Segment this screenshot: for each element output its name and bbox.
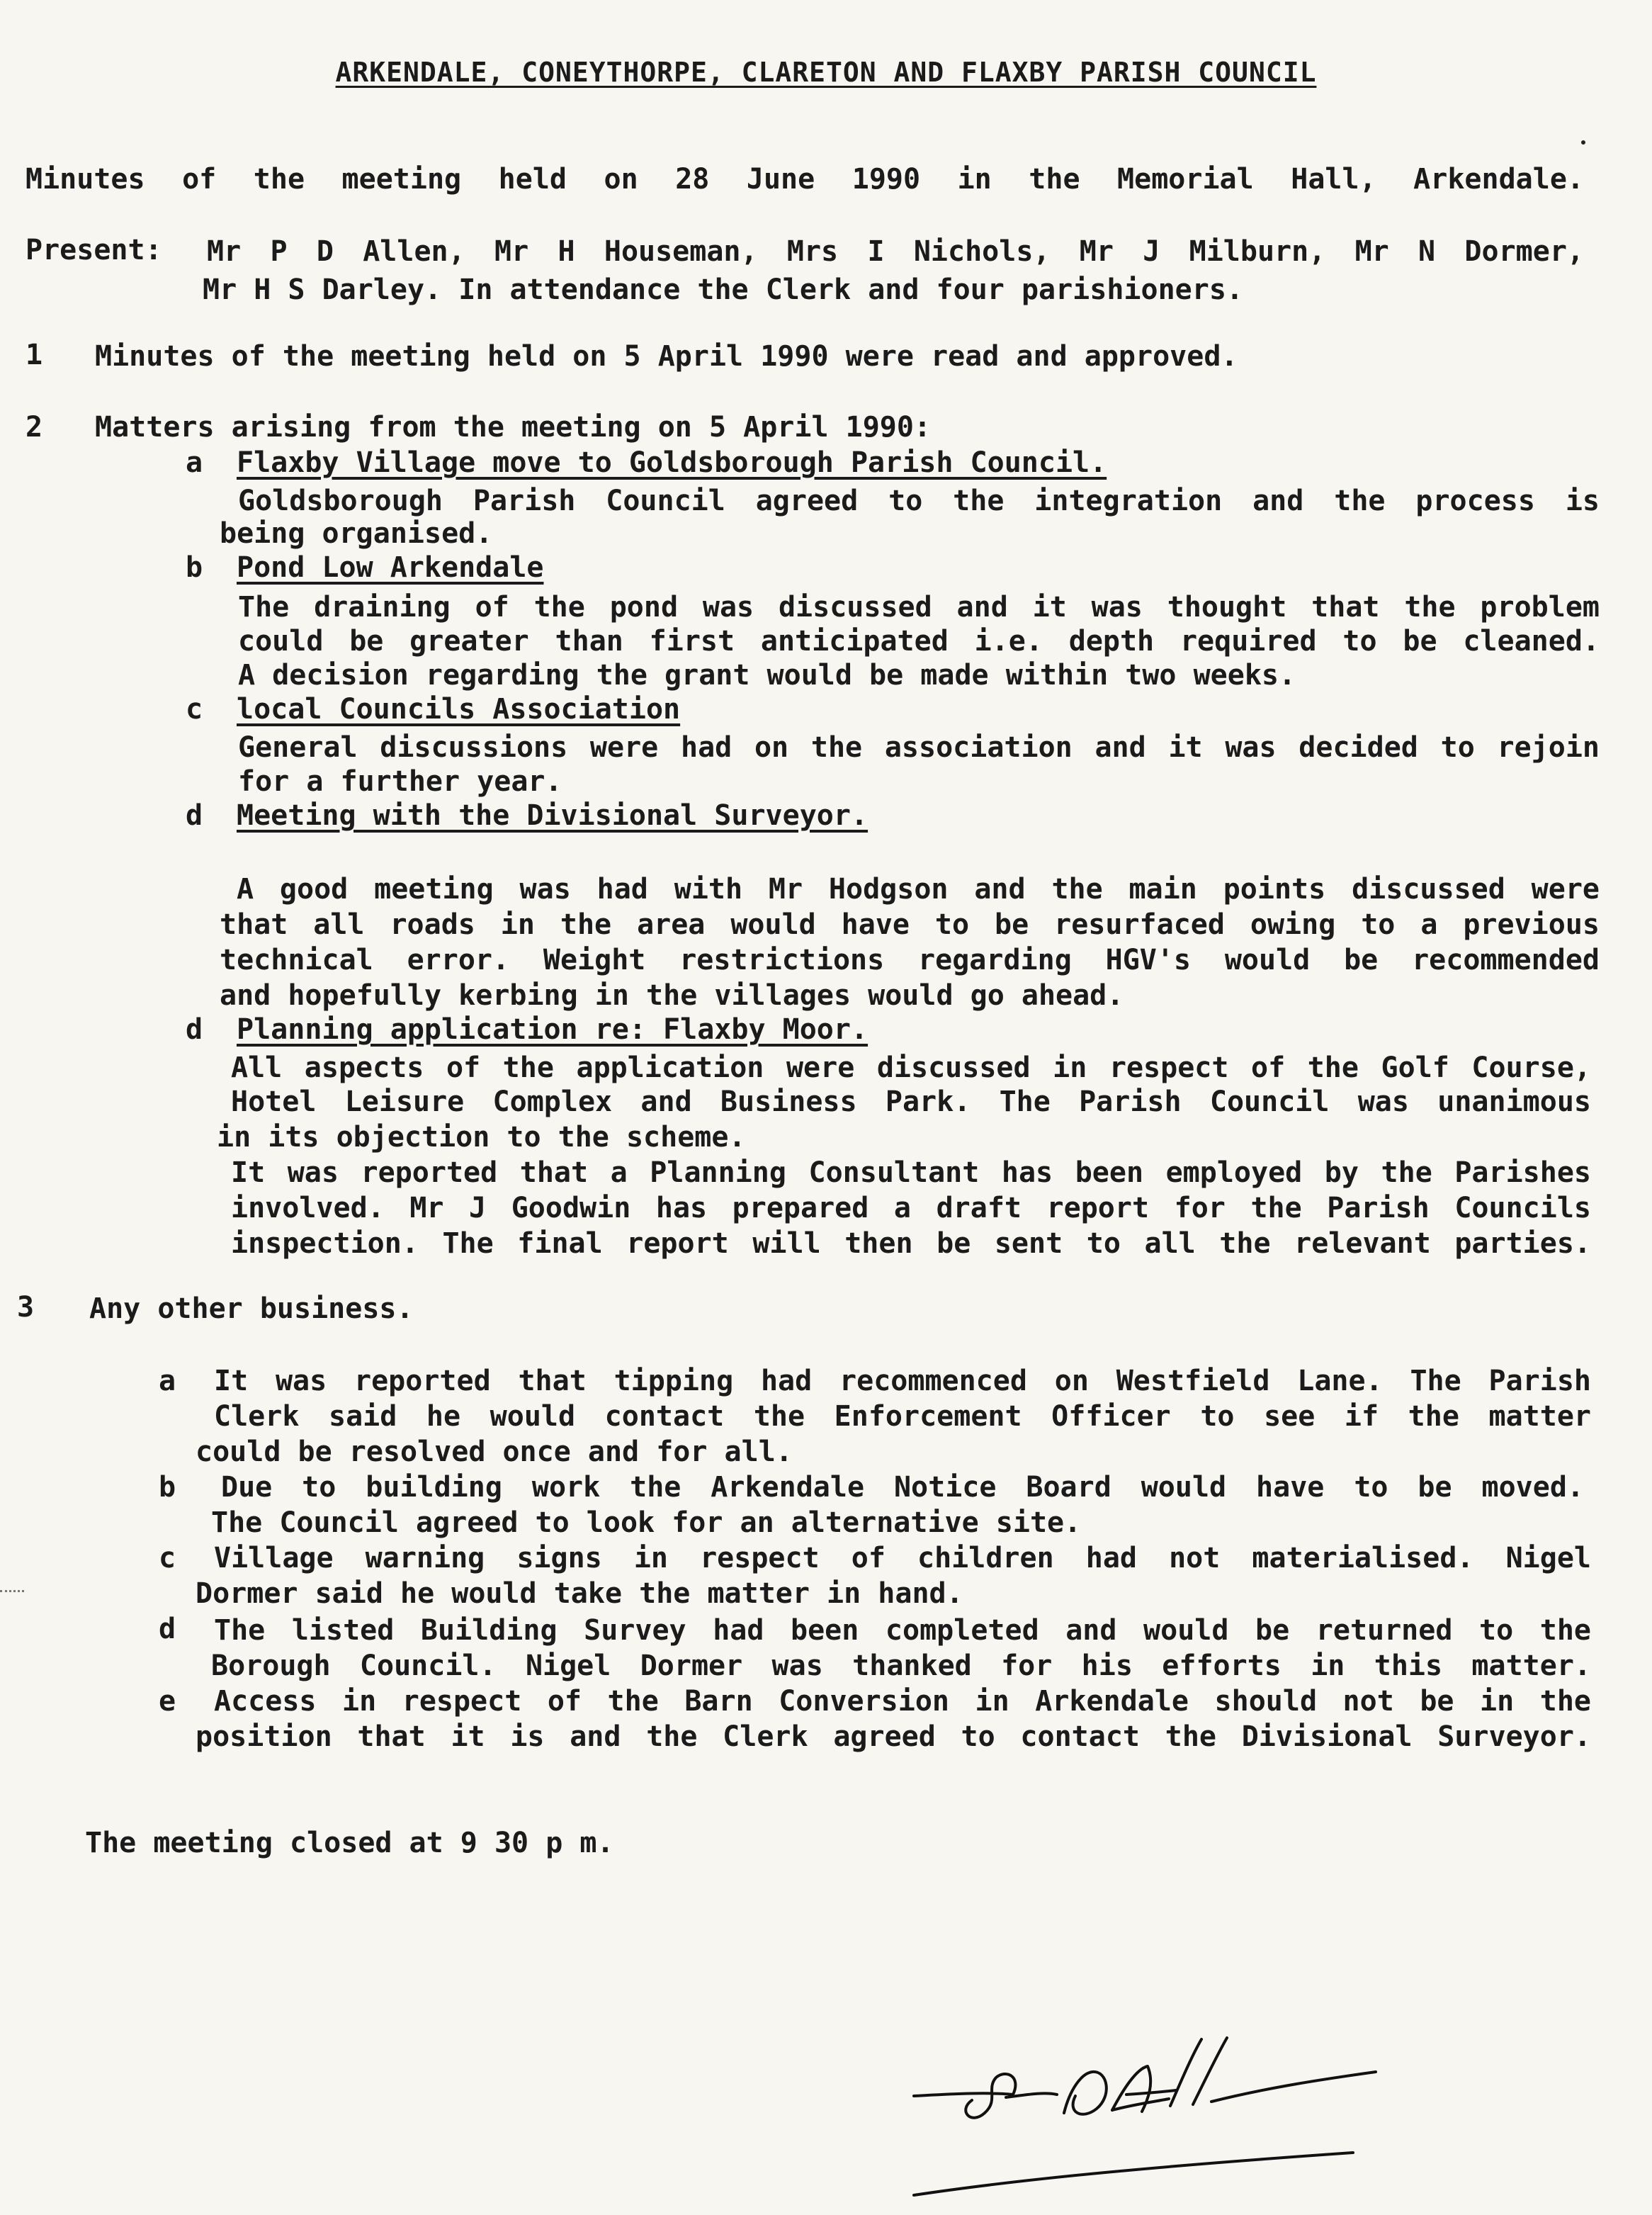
subitem-text: being organised.: [220, 517, 493, 550]
subitem-text: Due to building work the Arkendale Notice Board would have to be moved.: [221, 1471, 1584, 1504]
subitem-text: involved. Mr J Goodwin has prepared a draft report for the Parish Councils: [231, 1192, 1591, 1224]
subitem-text: A good meeting was had with Mr Hodgson and the main points discussed were: [237, 873, 1600, 906]
subitem-letter: e: [159, 1685, 176, 1718]
present-line-2: Mr H S Darley. In attendance the Clerk and four parishioners.: [203, 274, 1244, 306]
subitem-text: inspection. The final report will then be sent to all the relevant parties.: [231, 1227, 1591, 1260]
subitem-text: could be greater than first anticipated i.e. depth required to be cleaned.: [238, 625, 1600, 658]
subitem-text: position that it is and the Clerk agreed to contact the Divisional Surveyor.: [196, 1720, 1591, 1753]
subitem-text: Village warning signs in respect of children had not materialised. Nigel: [214, 1542, 1591, 1574]
present-label: Present:: [26, 234, 162, 266]
subitem-letter: a: [159, 1365, 176, 1397]
scan-speck: [1581, 140, 1585, 145]
subitem-text: A decision regarding the grant would be made within two weeks.: [238, 659, 1296, 692]
item-number: 3: [17, 1291, 35, 1324]
subitem-text: that all roads in the area would have to be resurfaced owing to a previous: [220, 908, 1600, 941]
subitem-title: Flaxby Village move to Goldsborough Parish Council.: [237, 446, 1107, 479]
subitem-title: Meeting with the Divisional Surveyor.: [237, 799, 869, 832]
document-title: ARKENDALE, CONEYTHORPE, CLARETON AND FLAXBY PARISH COUNCIL: [335, 57, 1317, 88]
subitem-text: The draining of the pond was discussed and it was thought that the problem: [238, 591, 1600, 624]
item-3-heading: Any other business.: [89, 1292, 414, 1325]
subitem-letter: d: [159, 1613, 176, 1645]
subitem-text: It was reported that a Planning Consultant has been employed by the Parishes: [231, 1156, 1591, 1189]
item-number: 1: [26, 339, 43, 371]
present-line-1: Mr P D Allen, Mr H Houseman, Mrs I Nichols, Mr J Milburn, Mr N Dormer,: [207, 235, 1584, 268]
subitem-title: local Councils Association: [237, 693, 681, 726]
closing-line: The meeting closed at 9 30 p m.: [85, 1827, 614, 1859]
subitem-letter: b: [159, 1471, 176, 1504]
subitem-text: Dormer said he would take the matter in hand.: [196, 1577, 963, 1610]
subitem-text: All aspects of the application were discussed in respect of the Golf Course,: [231, 1052, 1591, 1084]
subitem-text: and hopefully kerbing in the villages would go ahead.: [220, 979, 1124, 1012]
scan-margin-mark: [0, 1590, 24, 1592]
subitem-text: could be resolved once and for all.: [196, 1436, 793, 1468]
subitem-letter: c: [186, 693, 203, 726]
handwritten-signature: [900, 2027, 1396, 2197]
item-1-text: Minutes of the meeting held on 5 April 1990 were read and approved.: [95, 340, 1238, 373]
subitem-text: technical error. Weight restrictions regarding HGV's would be recommended: [220, 944, 1600, 976]
item-2-heading: Matters arising from the meeting on 5 April 1990:: [95, 411, 932, 444]
subitem-text: It was reported that tipping had recommenced on Westfield Lane. The Parish: [214, 1365, 1591, 1397]
subitem-letter: a: [186, 446, 203, 479]
subitem-text: Clerk said he would contact the Enforcement Officer to see if the matter: [214, 1400, 1591, 1433]
subitem-text: in its objection to the scheme.: [217, 1121, 746, 1154]
subitem-text: Borough Council. Nigel Dormer was thanked for his efforts in this matter.: [211, 1650, 1591, 1682]
subitem-text: Hotel Leisure Complex and Business Park. The Parish Council was unanimous: [231, 1086, 1591, 1118]
subitem-letter: b: [186, 551, 203, 584]
item-number: 2: [26, 411, 43, 444]
subitem-text: General discussions were had on the association and it was decided to rejoin: [238, 731, 1600, 764]
subitem-title: Planning application re: Flaxby Moor.: [237, 1013, 869, 1046]
subitem-title: Pond Low Arkendale: [237, 551, 544, 584]
subitem-text: The Council agreed to look for an alternative site.: [211, 1506, 1082, 1539]
subitem-text: The listed Building Survey had been completed and would be returned to the: [214, 1614, 1591, 1647]
subitem-letter: d: [186, 1013, 203, 1046]
subitem-text: Access in respect of the Barn Conversion in Arkendale should not be in the: [214, 1685, 1591, 1718]
subitem-text: for a further year.: [238, 765, 562, 798]
minutes-intro-line: Minutes of the meeting held on 28 June 1990 in the Memorial Hall, Arkendale.: [26, 163, 1584, 196]
subitem-letter: c: [159, 1542, 176, 1574]
subitem-text: Goldsborough Parish Council agreed to the integration and the process is: [238, 485, 1600, 517]
subitem-letter: d: [186, 799, 203, 832]
